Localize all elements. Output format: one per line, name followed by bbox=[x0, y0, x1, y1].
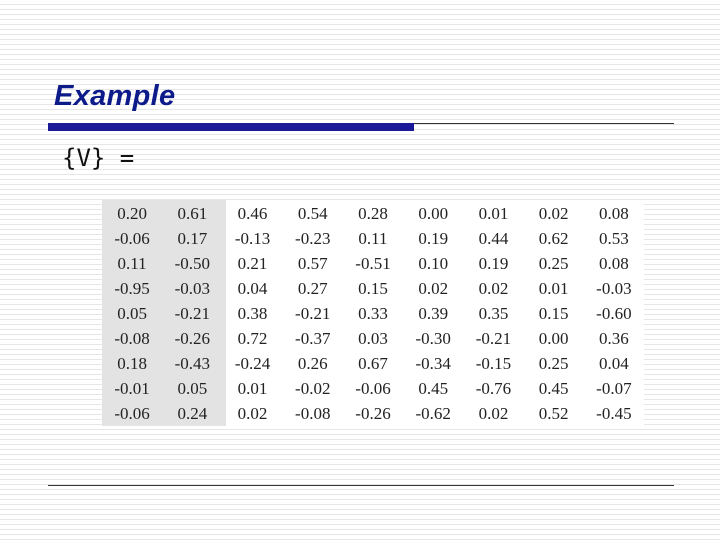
matrix-cell: 0.33 bbox=[358, 304, 388, 323]
matrix-cell: 0.00 bbox=[538, 329, 569, 348]
matrix-cell: 0.25 bbox=[538, 354, 569, 373]
matrix-cell: 0.25 bbox=[538, 254, 569, 273]
matrix-equation-label: {V} = bbox=[62, 144, 135, 172]
matrix-cell: 0.38 bbox=[237, 304, 268, 323]
title-underline-rule bbox=[414, 123, 674, 124]
matrix-cell: 0.01 bbox=[478, 204, 509, 223]
matrix-cell: -0.45 bbox=[596, 404, 632, 423]
matrix-cell: 0.52 bbox=[538, 404, 569, 423]
matrix-cell: 0.72 bbox=[237, 329, 268, 348]
matrix-cell: -0.08 bbox=[114, 329, 150, 348]
matrix-cell: -0.95 bbox=[114, 279, 150, 298]
matrix-cell: 0.62 bbox=[538, 229, 569, 248]
matrix-cell: -0.21 bbox=[475, 329, 512, 348]
matrix-cell: 0.08 bbox=[599, 254, 629, 273]
matrix-cell: 0.27 bbox=[297, 279, 328, 298]
matrix-cell: 0.02 bbox=[478, 404, 509, 423]
title-underline-accent bbox=[48, 123, 414, 131]
matrix-cell: 0.67 bbox=[358, 354, 388, 373]
matrix-cell: 0.00 bbox=[418, 204, 449, 223]
matrix-cell: 0.02 bbox=[538, 204, 569, 223]
matrix-cell: 0.05 bbox=[117, 304, 147, 323]
matrix-cell: -0.43 bbox=[174, 354, 211, 373]
matrix-cell: -0.06 bbox=[114, 229, 150, 248]
matrix-cell: -0.34 bbox=[415, 354, 451, 373]
matrix-cell: 0.28 bbox=[358, 204, 388, 223]
matrix-cell: 0.02 bbox=[418, 279, 449, 298]
matrix-cell: 0.39 bbox=[418, 304, 449, 323]
v-matrix bbox=[102, 200, 644, 426]
matrix-cell: 0.45 bbox=[418, 379, 449, 398]
matrix-cell: 0.53 bbox=[599, 229, 629, 248]
matrix-cell: 0.04 bbox=[599, 354, 629, 373]
matrix-cell: 0.35 bbox=[478, 304, 509, 323]
slide-title: Example bbox=[54, 80, 176, 112]
matrix-cell: -0.60 bbox=[596, 304, 632, 323]
matrix-cell: 0.15 bbox=[538, 304, 569, 323]
matrix-cell: 0.01 bbox=[538, 279, 569, 298]
matrix-cell: 0.54 bbox=[297, 204, 328, 223]
matrix-cell: 0.08 bbox=[599, 204, 629, 223]
matrix-cell: -0.26 bbox=[174, 329, 211, 348]
matrix-cell: -0.21 bbox=[295, 304, 331, 323]
matrix-cell: -0.76 bbox=[475, 379, 512, 398]
matrix-cell: -0.30 bbox=[415, 329, 451, 348]
matrix-cell: 0.61 bbox=[177, 204, 208, 223]
matrix-cell: 0.21 bbox=[237, 254, 268, 273]
matrix-cell: 0.26 bbox=[297, 354, 328, 373]
matrix-cell: -0.37 bbox=[295, 329, 331, 348]
matrix-cell: 0.04 bbox=[237, 279, 268, 298]
matrix-cell: -0.26 bbox=[355, 404, 391, 423]
matrix-cell: 0.03 bbox=[358, 329, 388, 348]
matrix-cell: 0.57 bbox=[297, 254, 328, 273]
matrix-cell: -0.03 bbox=[174, 279, 211, 298]
matrix-cell: -0.15 bbox=[475, 354, 512, 373]
matrix-cell: 0.11 bbox=[117, 254, 147, 273]
matrix-cell: 0.11 bbox=[358, 229, 388, 248]
matrix-cell: -0.24 bbox=[234, 354, 271, 373]
matrix-cell: -0.21 bbox=[174, 304, 211, 323]
matrix-cell: -0.50 bbox=[174, 254, 211, 273]
matrix-cell: -0.06 bbox=[355, 379, 391, 398]
matrix-cell: 0.17 bbox=[177, 229, 208, 248]
matrix-cell: 0.19 bbox=[478, 254, 509, 273]
matrix-cell: -0.51 bbox=[355, 254, 391, 273]
matrix-cell: -0.07 bbox=[596, 379, 632, 398]
matrix-cell: 0.24 bbox=[177, 404, 208, 423]
matrix-cell: -0.06 bbox=[114, 404, 150, 423]
matrix-cell: 0.44 bbox=[478, 229, 509, 248]
matrix-cell: 0.02 bbox=[237, 404, 268, 423]
matrix-cell: 0.46 bbox=[237, 204, 268, 223]
matrix-cell: -0.23 bbox=[295, 229, 331, 248]
matrix-cell: 0.20 bbox=[117, 204, 147, 223]
matrix-cell: -0.08 bbox=[295, 404, 331, 423]
matrix-cell: -0.02 bbox=[295, 379, 331, 398]
matrix-cell: -0.01 bbox=[114, 379, 150, 398]
matrix-cell: 0.19 bbox=[418, 229, 449, 248]
matrix-cell: 0.05 bbox=[177, 379, 208, 398]
matrix-cell: 0.10 bbox=[418, 254, 449, 273]
matrix-cell: 0.01 bbox=[237, 379, 268, 398]
matrix-cell: -0.13 bbox=[234, 229, 271, 248]
matrix-cell: 0.15 bbox=[358, 279, 388, 298]
footer-rule bbox=[48, 485, 674, 486]
matrix-cell: -0.62 bbox=[415, 404, 451, 423]
matrix-cell: 0.45 bbox=[538, 379, 569, 398]
matrix-cell: -0.03 bbox=[596, 279, 632, 298]
matrix-cell: 0.02 bbox=[478, 279, 509, 298]
matrix-cell: 0.18 bbox=[117, 354, 147, 373]
matrix-cell: 0.36 bbox=[599, 329, 629, 348]
matrix-grid bbox=[102, 200, 644, 426]
